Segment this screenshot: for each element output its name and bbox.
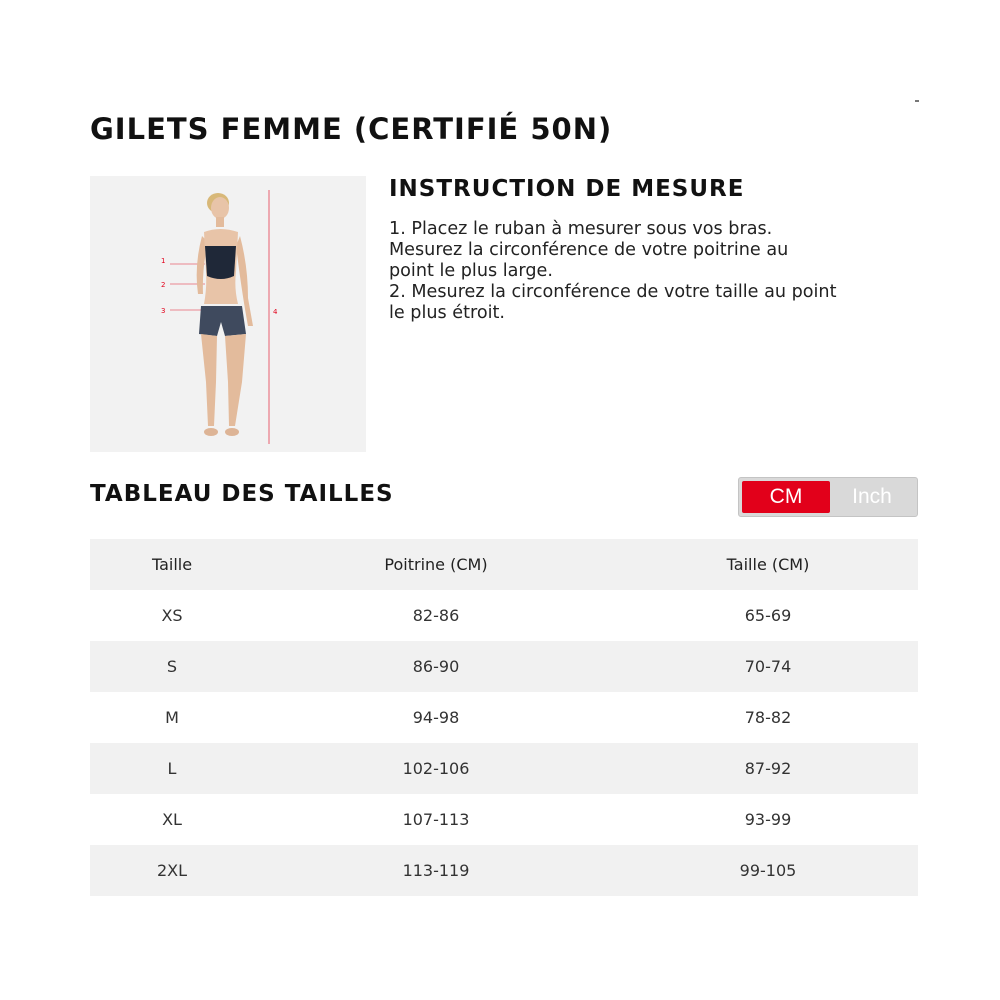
instruction-line: le plus étroit. bbox=[389, 303, 505, 323]
header-poitrine: Poitrine (CM) bbox=[384, 555, 488, 574]
unit-inch-button[interactable]: Inch bbox=[852, 485, 892, 508]
cell-size: M bbox=[165, 708, 179, 727]
cell-size: 2XL bbox=[156, 861, 188, 880]
cell-size: L bbox=[167, 759, 177, 778]
table-row bbox=[90, 590, 918, 641]
size-table bbox=[90, 539, 918, 896]
header-taille: Taille bbox=[151, 555, 193, 574]
cell-chest: 102-106 bbox=[402, 759, 470, 778]
cell-chest: 107-113 bbox=[402, 810, 470, 829]
unit-cm-button[interactable]: CM bbox=[742, 481, 830, 513]
instruction-line: point le plus large. bbox=[389, 261, 553, 281]
cell-waist: 93-99 bbox=[744, 810, 792, 829]
table-row bbox=[90, 692, 918, 743]
cell-chest: 113-119 bbox=[402, 861, 470, 880]
unit-toggle[interactable] bbox=[738, 477, 918, 517]
cell-waist: 87-92 bbox=[744, 759, 792, 778]
cell-chest: 94-98 bbox=[412, 708, 460, 727]
header-taille-cm: Taille (CM) bbox=[726, 555, 810, 574]
instruction-line: Mesurez la circonférence de votre poitrine au bbox=[389, 240, 789, 260]
table-row bbox=[90, 743, 918, 794]
instruction-text bbox=[389, 219, 929, 324]
table-row bbox=[90, 641, 918, 692]
decorative-dot bbox=[915, 100, 919, 102]
cell-waist: 78-82 bbox=[744, 708, 792, 727]
instruction-line: 1. Placez le ruban à mesurer sous vos bras. bbox=[389, 219, 773, 239]
table-row bbox=[90, 794, 918, 845]
marker-1: 1 bbox=[161, 257, 166, 265]
marker-4: 4 bbox=[273, 308, 278, 316]
cell-size: S bbox=[166, 657, 178, 676]
size-table-title: TABLEAU DES TAILLES bbox=[90, 481, 394, 507]
cell-chest: 86-90 bbox=[412, 657, 460, 676]
cell-waist: 65-69 bbox=[744, 606, 792, 625]
measurement-figure bbox=[90, 176, 366, 452]
cell-size: XS bbox=[161, 606, 183, 625]
cell-waist: 99-105 bbox=[739, 861, 797, 880]
instruction-title: INSTRUCTION DE MESURE bbox=[389, 176, 745, 202]
cell-size: XL bbox=[162, 810, 182, 829]
instruction-line: 2. Mesurez la circonférence de votre taille au point bbox=[389, 282, 837, 302]
table-row bbox=[90, 845, 918, 896]
table-header-row bbox=[90, 539, 918, 590]
cell-waist: 70-74 bbox=[744, 657, 792, 676]
marker-3: 3 bbox=[161, 307, 166, 315]
cell-chest: 82-86 bbox=[412, 606, 460, 625]
marker-2: 2 bbox=[161, 281, 166, 289]
page-title: GILETS FEMME (CERTIFIÉ 50N) bbox=[90, 112, 613, 146]
